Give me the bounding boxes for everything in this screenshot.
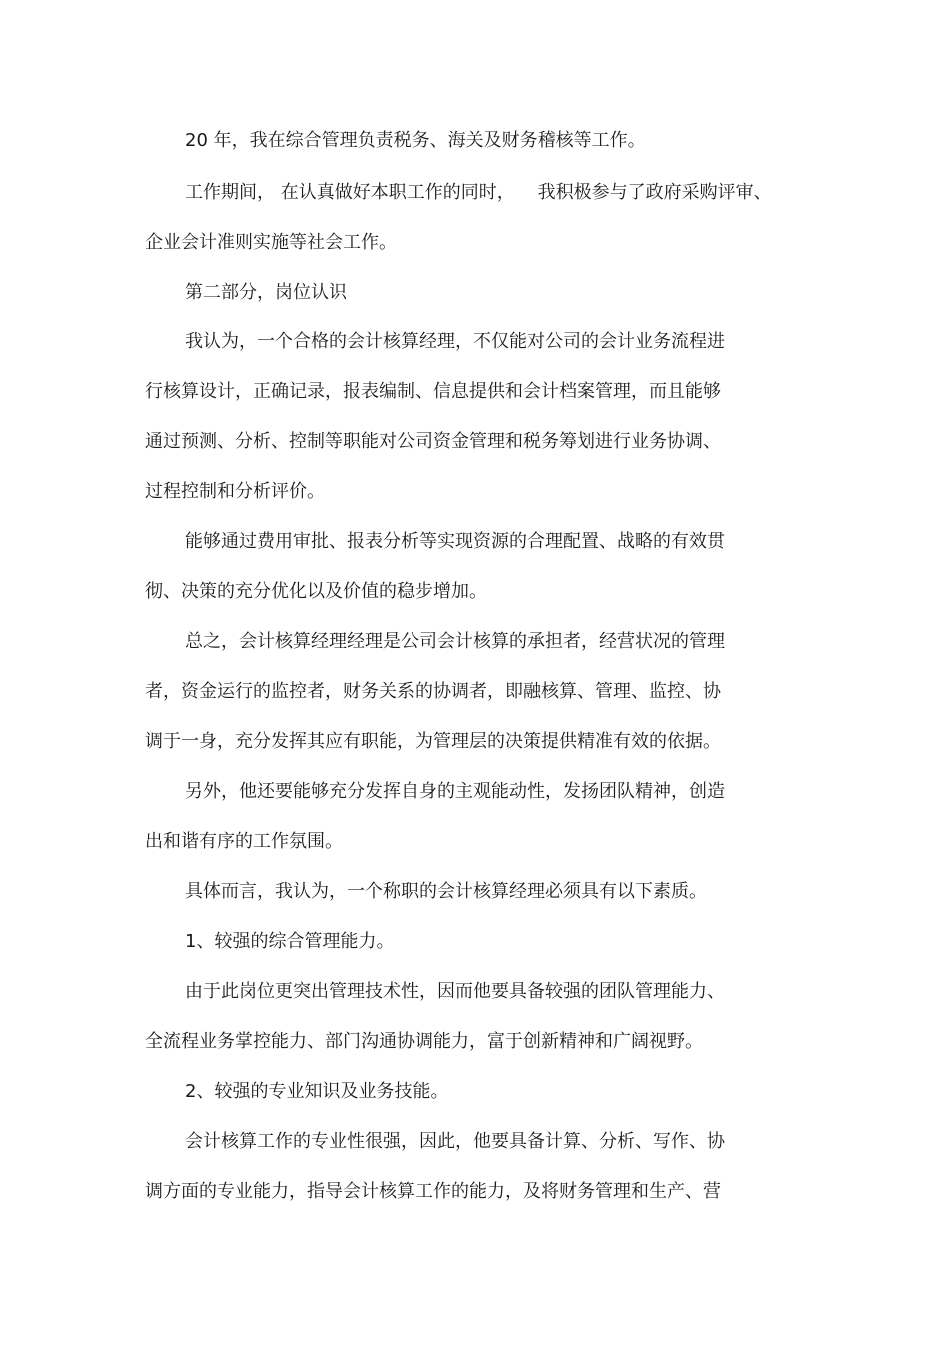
text-line: 工作期间， 在认真做好本职工作的同时， 我积极参与了政府采购评审、 <box>185 182 772 203</box>
text-line: 调于一身，充分发挥其应有职能，为管理层的决策提供精准有效的依据。 <box>145 731 721 752</box>
text-line: 者，资金运行的监控者，财务关系的协调者，即融核算、管理、监控、协 <box>145 681 721 702</box>
text-line: 过程控制和分析评价。 <box>145 481 325 502</box>
text-line: 我认为，一个合格的会计核算经理，不仅能对公司的会计业务流程进 <box>185 331 725 352</box>
text-line: 20 年，我在综合管理负责税务、海关及财务稽核等工作。 <box>185 130 646 151</box>
text-line: 行核算设计，正确记录，报表编制、信息提供和会计档案管理，而且能够 <box>145 381 721 402</box>
text-line: 通过预测、分析、控制等职能对公司资金管理和税务筹划进行业务协调、 <box>145 431 721 452</box>
text-line: 由于此岗位更突出管理技术性，因而他要具备较强的团队管理能力、 <box>185 981 725 1002</box>
section-heading: 第二部分，岗位认识 <box>185 282 347 303</box>
text-line: 总之，会计核算经理经理是公司会计核算的承担者，经营状况的管理 <box>185 631 725 652</box>
text-line: 能够通过费用审批、报表分析等实现资源的合理配置、战略的有效贯 <box>185 531 725 552</box>
text-line: 全流程业务掌控能力、部门沟通协调能力，富于创新精神和广阔视野。 <box>145 1031 703 1052</box>
text-line: 调方面的专业能力，指导会计核算工作的能力，及将财务管理和生产、营 <box>145 1181 721 1202</box>
text-line: 会计核算工作的专业性很强，因此，他要具备计算、分析、写作、协 <box>185 1131 725 1152</box>
text-line: 企业会计准则实施等社会工作。 <box>145 232 397 253</box>
text-line: 另外，他还要能够充分发挥自身的主观能动性，发扬团队精神，创造 <box>185 781 725 802</box>
text-line: 彻、决策的充分优化以及价值的稳步增加。 <box>145 581 487 602</box>
list-item-heading: 2、较强的专业知识及业务技能。 <box>185 1081 449 1102</box>
list-item-heading: 1、较强的综合管理能力。 <box>185 931 395 952</box>
text-line: 出和谐有序的工作氛围。 <box>145 831 343 852</box>
text-line: 具体而言，我认为，一个称职的会计核算经理必须具有以下素质。 <box>185 881 707 902</box>
